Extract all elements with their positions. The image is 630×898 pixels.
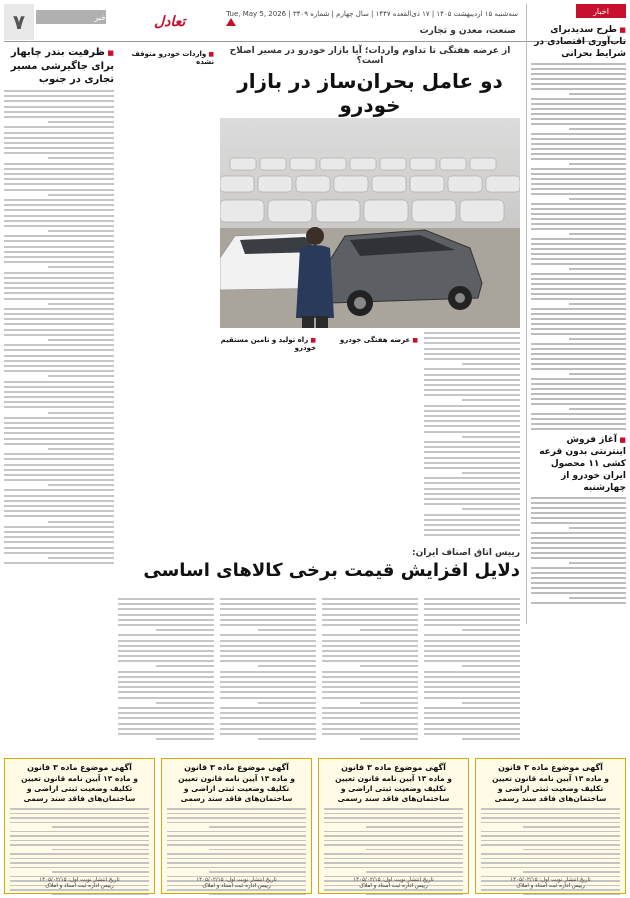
ad-title: و ماده ۱۳ آیین نامه قانون تعیین تکلیف وضعیت ثبتی اراضی و ساختمان‌های فاقد سند رسمی xyxy=(492,774,609,803)
legal-ad xyxy=(4,758,155,894)
second-article xyxy=(110,548,520,582)
sidebar-item-title: ■ آغاز فروش اینترنتی بدون قرعه کشی ۱۱ محصول ایران خودرو از چهارشنبه xyxy=(531,434,626,494)
ad-title: و ماده ۱۳ آیین نامه قانون تعیین تکلیف وضعیت ثبتی اراضی و ساختمان‌های فاقد سند رسمی xyxy=(335,774,452,803)
article-kicker: از عرضه هفتگی تا تداوم واردات؛ آیا بازار خودرو در مسیر اصلاح است؟ xyxy=(229,46,511,66)
article-headline: دو عامل بحران‌ساز در بازار خودرو xyxy=(237,69,503,117)
ad-date: تاریخ انتشار نوبت اول: ۱۴۰۵/۰۲/۱۵ xyxy=(196,877,277,883)
article-column xyxy=(424,598,520,743)
page-number: ۷ xyxy=(4,4,34,40)
ad-label: آگهی موضوع ماده ۳ قانون xyxy=(184,763,289,772)
ad-signature: رییس اداره ثبت اسناد و املاک xyxy=(202,883,271,889)
legal-ad xyxy=(161,758,312,894)
left-article-title: ■ ظرفیت بندر چابهار برای جاگیرشی مسیر تجاری در جنوب xyxy=(4,46,114,86)
article-subhead: ■ واردات خودرو متوقف نشده xyxy=(118,50,214,66)
ad-signature: رییس اداره ثبت اسناد و املاک xyxy=(359,883,428,889)
legal-ad xyxy=(318,758,469,894)
ad-title: و ماده ۱۳ آیین نامه قانون تعیین تکلیف وضعیت ثبتی اراضی و ساختمان‌های فاقد سند رسمی xyxy=(178,774,295,803)
logo-triangle-icon xyxy=(226,18,236,26)
sidebar-item-body xyxy=(531,497,626,604)
article-column xyxy=(118,598,214,743)
second-article-kicker: رییس اتاق اصناف ایران: xyxy=(412,548,520,558)
dateline: سه‌شنبه ۱۵ اردیبهشت ۱۴۰۵ | ۱۷ ذی‌القعده ۱۴۴۷ | سال چهارم | شماره ۳۴۰۹ | Tue, May 5, 2026 xyxy=(226,10,518,18)
ad-label: آگهی موضوع ماده ۳ قانون xyxy=(341,763,446,772)
article-subhead: ■ عرضه هفتگی خودرو xyxy=(322,336,418,344)
article-column xyxy=(322,332,418,346)
article-column xyxy=(118,46,214,68)
article-photo xyxy=(220,118,520,328)
ad-label: آگهی موضوع ماده ۳ قانون xyxy=(27,763,132,772)
ad-signature: رییس اداره ثبت اسناد و املاک xyxy=(45,883,114,889)
section-name: صنعت، معدن و تجارت xyxy=(419,26,516,36)
article-column xyxy=(220,598,316,743)
sidebar-tab: اخبار xyxy=(576,4,626,18)
main-article-header xyxy=(220,46,520,121)
sidebar-item-title: ■ طرح سدیدبرای تاب‌آوری اقتصادی در شرایط بحرانی xyxy=(531,24,626,60)
article-subhead: ■ راه تولید و تامین مستقیم خودرو xyxy=(220,336,316,352)
section-tab: خبر xyxy=(36,10,106,24)
article-column xyxy=(322,598,418,743)
ad-title: و ماده ۱۳ آیین نامه قانون تعیین تکلیف وضعیت ثبتی اراضی و ساختمان‌های فاقد سند رسمی xyxy=(21,774,138,803)
sidebar-item-body xyxy=(531,63,626,430)
second-article-headline: دلایل افزایش قیمت برخی کالاهای اساسی xyxy=(143,560,520,581)
article-column xyxy=(424,332,520,546)
left-article xyxy=(4,46,114,567)
legal-ad xyxy=(475,758,626,894)
legal-ads xyxy=(4,758,626,894)
ad-label: آگهی موضوع ماده ۳ قانون xyxy=(498,763,603,772)
newspaper-logo: تعادل xyxy=(154,14,186,30)
article-column xyxy=(220,332,316,354)
ad-signature: رییس اداره ثبت اسناد و املاک xyxy=(516,883,585,889)
ad-date: تاریخ انتشار نوبت اول: ۱۴۰۵/۰۲/۱۵ xyxy=(353,877,434,883)
news-sidebar xyxy=(526,4,626,624)
car-lot-photo xyxy=(220,118,520,328)
ad-date: تاریخ انتشار نوبت اول: ۱۴۰۵/۰۲/۱۵ xyxy=(39,877,120,883)
ad-date: تاریخ انتشار نوبت اول: ۱۴۰۵/۰۲/۱۵ xyxy=(510,877,591,883)
